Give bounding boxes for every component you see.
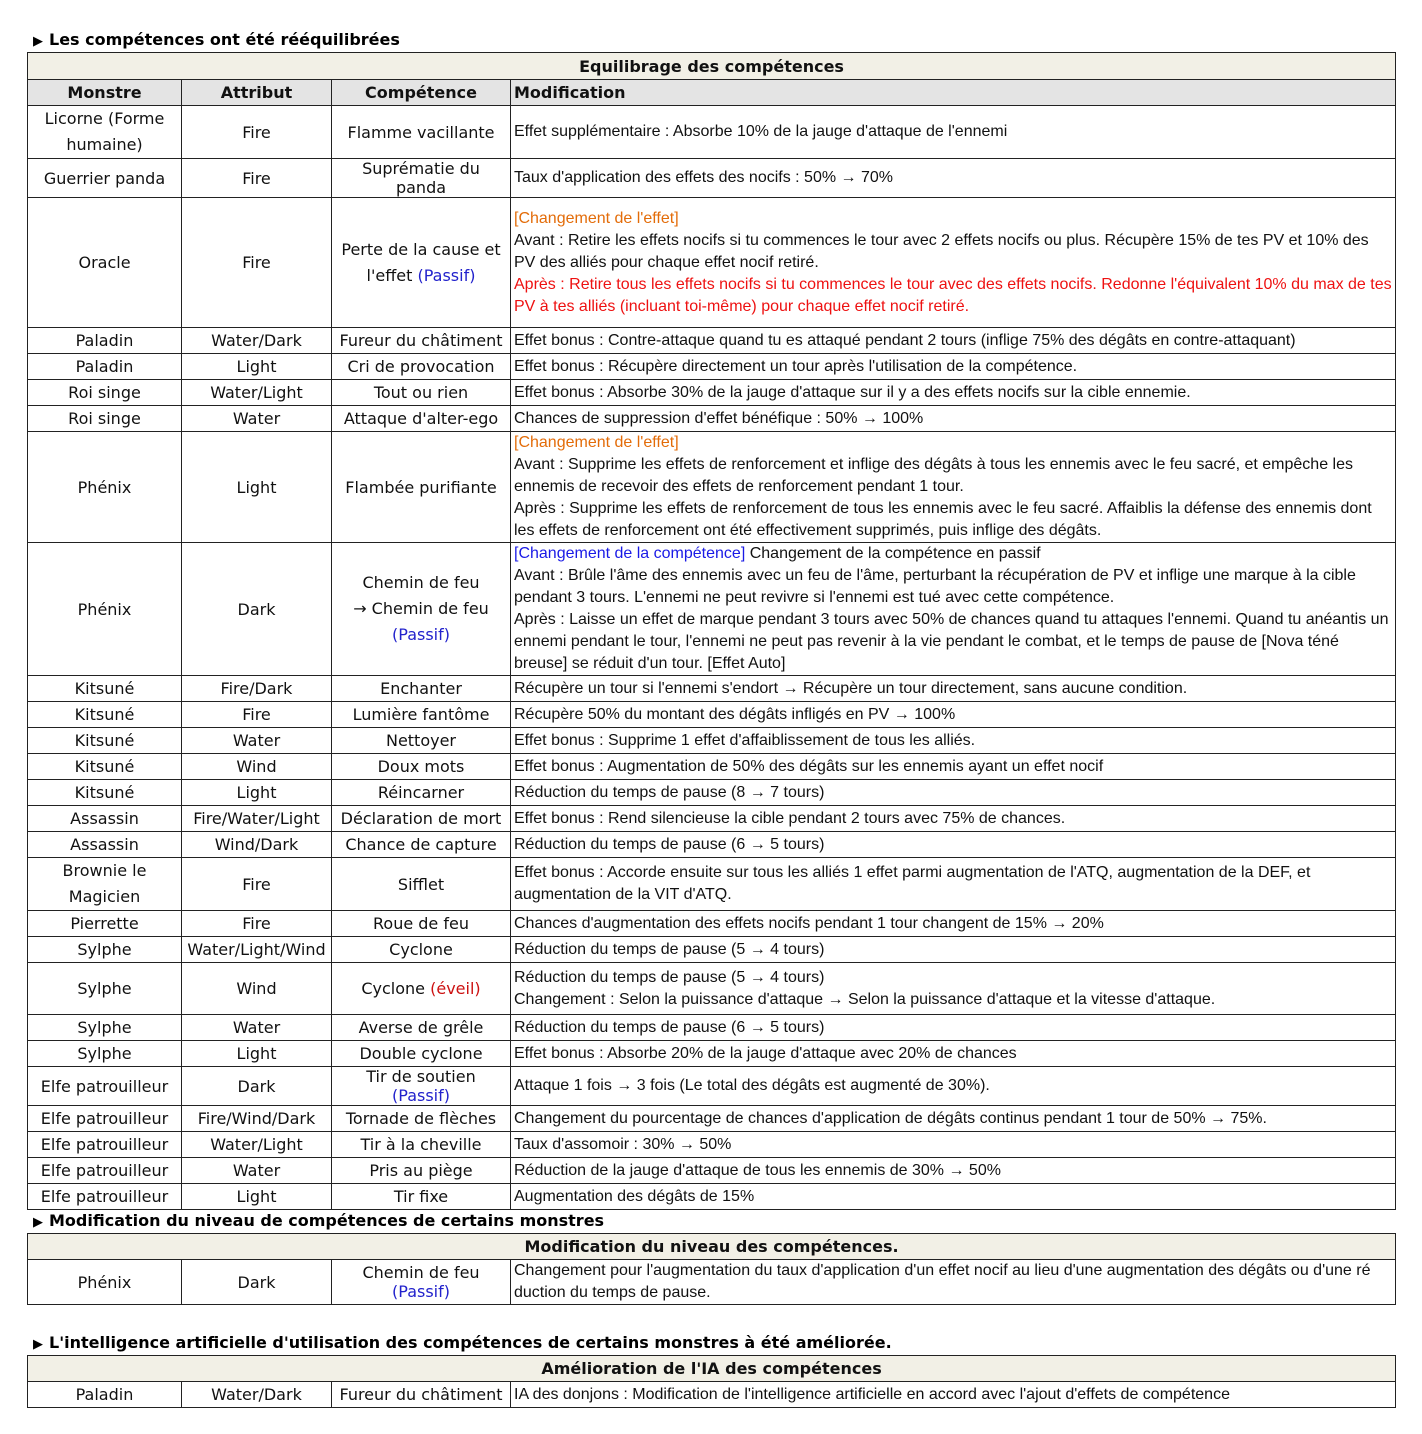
modification-cell: IA des donjons : Modification de l'intelligence artificielle en accord avec l'ajout d'effets de compétence	[511, 1382, 1396, 1408]
modification-cell	[511, 198, 1396, 328]
change-tag-rest: Changement de la compétence en passif	[745, 545, 1041, 562]
triangle-bullet-icon: ▶	[33, 1337, 43, 1352]
skill-name-new: → Chemin de feu	[353, 599, 489, 618]
mod-before: Avant : Retire les effets nocifs si tu commences le tour avec 2 effets nocifs ou plus. Récupère 15% de tes PV et 10% des PV des alliés pour chaque effet nocif retiré.	[514, 231, 1369, 271]
table-row	[28, 1015, 1396, 1041]
modification-cell: Effet bonus : Augmentation de 50% des dégâts sur les ennemis ayant un effet nocif	[511, 754, 1396, 780]
modification-cell: Effet bonus : Supprime 1 effet d'affaiblissement de tous les alliés.	[511, 728, 1396, 754]
col-header-modification: Modification	[511, 80, 1396, 106]
passive-tag: (Passif)	[417, 265, 476, 285]
modification-cell: Taux d'application des effets des nocifs : 50% → 70%	[511, 159, 1396, 198]
skill-cell: Réincarner	[332, 780, 511, 806]
monster-cell: Brownie le Magicien	[28, 858, 182, 911]
skill-cell	[332, 1260, 511, 1305]
monster-cell: Oracle	[28, 198, 182, 328]
table-row	[28, 1067, 1396, 1106]
attribute-cell: Fire	[182, 106, 332, 159]
skill-cell: Flambée purifiante	[332, 432, 511, 543]
attribute-cell: Water	[182, 728, 332, 754]
change-tag: [Changement de l'effet]	[514, 209, 679, 227]
table-row	[28, 963, 1396, 1015]
skill-cell	[332, 1067, 511, 1106]
triangle-bullet-icon: ▶	[33, 1215, 43, 1230]
table-title: Equilibrage des compétences	[28, 53, 1396, 80]
table-row	[28, 728, 1396, 754]
skill-name: Chemin de feu	[362, 1263, 480, 1282]
skill-cell: Tornade de flèches	[332, 1106, 511, 1132]
monster-cell: Sylphe	[28, 963, 182, 1015]
modification-cell: Effet supplémentaire : Absorbe 10% de la jauge d'attaque de l'ennemi	[511, 106, 1396, 159]
table-row	[28, 806, 1396, 832]
attribute-cell: Fire	[182, 858, 332, 911]
table-row	[28, 702, 1396, 728]
table-row	[28, 543, 1396, 676]
attribute-cell: Fire/Dark	[182, 676, 332, 702]
monster-cell: Assassin	[28, 832, 182, 858]
attribute-cell: Dark	[182, 1260, 332, 1305]
modification-cell: Récupère 50% du montant des dégâts infligés en PV → 100%	[511, 702, 1396, 728]
skill-name: Chemin de feu	[362, 573, 480, 592]
skill-cell: Tir à la cheville	[332, 1132, 511, 1158]
monster-cell: Roi singe	[28, 380, 182, 406]
skill-cell: Sifflet	[332, 858, 511, 911]
skill-cell	[332, 543, 511, 676]
change-tag: [Changement de l'effet]	[514, 434, 679, 451]
monster-cell: Guerrier panda	[28, 159, 182, 198]
attribute-cell: Wind	[182, 963, 332, 1015]
skill-cell: Doux mots	[332, 754, 511, 780]
rebalance-table	[27, 52, 1396, 1210]
table-row	[28, 1260, 1396, 1305]
skill-cell: Tout ou rien	[332, 380, 511, 406]
change-tag-line	[514, 543, 1392, 565]
ai-table-wrapper	[27, 1355, 1395, 1408]
attribute-cell: Dark	[182, 543, 332, 676]
awake-tag: (éveil)	[430, 979, 481, 998]
skill-cell: Attaque d'alter-ego	[332, 406, 511, 432]
attribute-cell: Water	[182, 406, 332, 432]
attribute-cell: Light	[182, 1184, 332, 1210]
modification-cell: Chances de suppression d'effet bénéfique : 50% → 100%	[511, 406, 1396, 432]
table-title: Modification du niveau des compétences.	[28, 1234, 1396, 1260]
rebalance-table-wrapper	[27, 52, 1395, 1210]
modification-cell: Effet bonus : Récupère directement un tour après l'utilisation de la compétence.	[511, 354, 1396, 380]
mod-line: Changement : Selon la puissance d'attaque → Selon la puissance d'attaque et la vitesse d'attaque.	[514, 990, 1216, 1008]
monster-cell: Kitsuné	[28, 754, 182, 780]
modification-cell	[511, 963, 1396, 1015]
table-row	[28, 1106, 1396, 1132]
table-row	[28, 432, 1396, 543]
attribute-cell: Water/Light/Wind	[182, 937, 332, 963]
skill-cell: Averse de grêle	[332, 1015, 511, 1041]
modification-cell: Réduction du temps de pause (5 → 4 tours)	[511, 937, 1396, 963]
modification-cell: Chances d'augmentation des effets nocifs pendant 1 tour changent de 15% → 20%	[511, 911, 1396, 937]
table-row	[28, 1184, 1396, 1210]
skill-cell: Double cyclone	[332, 1041, 511, 1067]
monster-cell: Roi singe	[28, 406, 182, 432]
attribute-cell: Water/Dark	[182, 328, 332, 354]
attribute-cell: Light	[182, 780, 332, 806]
modification-cell: Augmentation des dégâts de 15%	[511, 1184, 1396, 1210]
attribute-cell: Fire	[182, 911, 332, 937]
modification-cell	[511, 432, 1396, 543]
modification-cell: Changement pour l'augmentation du taux d'application d'un effet nocif au lieu d'une augmentation des dégâts ou d'une ré duction du temps de pause.	[511, 1260, 1396, 1305]
table-row	[28, 858, 1396, 911]
skill-cell: Chance de capture	[332, 832, 511, 858]
skill-name: Tir de soutien	[366, 1067, 476, 1086]
modification-cell: Effet bonus : Rend silencieuse la cible pendant 2 tours avec 75% de chances.	[511, 806, 1396, 832]
attribute-cell: Water/Light	[182, 380, 332, 406]
skill-cell: Roue de feu	[332, 911, 511, 937]
passive-tag: (Passif)	[392, 1282, 450, 1301]
monster-cell: Sylphe	[28, 937, 182, 963]
skill-name: Cyclone	[361, 979, 426, 998]
table-row	[28, 754, 1396, 780]
mod-before: Avant : Supprime les effets de renforcement et inflige des dégâts à tous les ennemis avec le feu sacré, et empêche les ennemis de recevoir des effets de renforcement pendant 1 tour.	[514, 456, 1353, 495]
table-title: Amélioration de l'IA des compétences	[28, 1356, 1396, 1382]
attribute-cell: Water/Light	[182, 1132, 332, 1158]
attribute-cell: Water/Dark	[182, 1382, 332, 1408]
col-header-attribute: Attribut	[182, 80, 332, 106]
skill-cell: Déclaration de mort	[332, 806, 511, 832]
section-heading-ai: ▶ L'intelligence artificielle d'utilisation des compétences de certains monstres à été améliorée.	[33, 1333, 892, 1352]
table-row	[28, 676, 1396, 702]
skill-cell: Lumière fantôme	[332, 702, 511, 728]
attribute-cell: Dark	[182, 1067, 332, 1106]
table-row	[28, 406, 1396, 432]
skill-level-table-wrapper	[27, 1233, 1395, 1305]
modification-cell: Réduction du temps de pause (8 → 7 tours)	[511, 780, 1396, 806]
mod-after: Après : Laisse un effet de marque pendant 3 tours avec 50% de chances quand tu attaques l'ennemi. Quand tu anéantis un ennemi pendant le tour, l'ennemi ne peut pas revenir à la vie pendant le combat, et le temps de pause de [Nova téné breuse] se réduit d'un tour. [Effet Auto]	[514, 611, 1389, 672]
modification-cell: Changement du pourcentage de chances d'application de dégâts continus pendant 1 tour de 50% → 75%.	[511, 1106, 1396, 1132]
modification-cell: Effet bonus : Absorbe 30% de la jauge d'attaque sur il y a des effets nocifs sur la cible ennemie.	[511, 380, 1396, 406]
table-row	[28, 328, 1396, 354]
monster-cell: Elfe patrouilleur	[28, 1106, 182, 1132]
attribute-cell: Fire	[182, 198, 332, 328]
table-row	[28, 937, 1396, 963]
skill-cell: Suprématie du panda	[332, 159, 511, 198]
monster-cell: Elfe patrouilleur	[28, 1132, 182, 1158]
modification-cell: Récupère un tour si l'ennemi s'endort → Récupère un tour directement, sans aucune condition.	[511, 676, 1396, 702]
monster-cell: Kitsuné	[28, 676, 182, 702]
skill-cell	[332, 198, 511, 328]
modification-cell: Effet bonus : Accorde ensuite sur tous les alliés 1 effet parmi augmentation de l'ATQ, augmentation de la DEF, et augmentation de la VIT d'ATQ.	[511, 858, 1396, 911]
mod-after: Après : Supprime les effets de renforcement de tous les ennemis avec le feu sacré. Affaiblis la défense des ennemis dont les effets de renforcement ont été effectivement supprimés, puis inflige des dégâts.	[514, 500, 1372, 539]
table-row	[28, 198, 1396, 328]
skill-cell: Nettoyer	[332, 728, 511, 754]
modification-cell	[511, 543, 1396, 676]
triangle-bullet-icon: ▶	[33, 34, 43, 49]
table-row	[28, 354, 1396, 380]
attribute-cell: Light	[182, 354, 332, 380]
monster-cell: Kitsuné	[28, 728, 182, 754]
monster-cell: Paladin	[28, 354, 182, 380]
skill-cell: Fureur du châtiment	[332, 1382, 511, 1408]
table-row	[28, 1041, 1396, 1067]
table-row	[28, 159, 1396, 198]
mod-after: Après : Retire tous les effets nocifs si tu commences le tour avec des effets nocifs. Redonne l'équivalent 10% du max de tes PV à tes alliés (incluant toi-même) pour chaque effet nocif retiré.	[514, 275, 1392, 315]
attribute-cell: Water	[182, 1158, 332, 1184]
monster-cell: Sylphe	[28, 1015, 182, 1041]
col-header-skill: Compétence	[332, 80, 511, 106]
skill-cell: Enchanter	[332, 676, 511, 702]
table-row	[28, 780, 1396, 806]
table-row	[28, 1132, 1396, 1158]
modification-cell: Attaque 1 fois → 3 fois (Le total des dégâts est augmenté de 30%).	[511, 1067, 1396, 1106]
monster-cell: Assassin	[28, 806, 182, 832]
col-header-monster: Monstre	[28, 80, 182, 106]
skill-cell: Fureur du châtiment	[332, 328, 511, 354]
mod-before: Avant : Brûle l'âme des ennemis avec un feu de l'âme, perturbant la récupération de PV et inflige une marque à la cible pendant 3 tours. L'ennemi ne peut revivre si l'ennemi est tué avec cette compétence.	[514, 567, 1356, 606]
table-row	[28, 911, 1396, 937]
attribute-cell: Light	[182, 432, 332, 543]
monster-cell: Paladin	[28, 328, 182, 354]
skill-cell: Cri de provocation	[332, 354, 511, 380]
modification-cell: Effet bonus : Contre-attaque quand tu es attaqué pendant 2 tours (inflige 75% des dégâts en contre-attaquant)	[511, 328, 1396, 354]
monster-cell: Sylphe	[28, 1041, 182, 1067]
monster-cell: Elfe patrouilleur	[28, 1184, 182, 1210]
attribute-cell: Fire	[182, 159, 332, 198]
attribute-cell: Wind/Dark	[182, 832, 332, 858]
monster-cell: Phénix	[28, 543, 182, 676]
monster-cell: Elfe patrouilleur	[28, 1158, 182, 1184]
monster-cell: Elfe patrouilleur	[28, 1067, 182, 1106]
passive-tag: (Passif)	[392, 1086, 450, 1105]
section-heading-rebalance: ▶ Les compétences ont été rééquilibrées	[33, 30, 400, 49]
section-heading-skill-level: ▶ Modification du niveau de compétences de certains monstres	[33, 1211, 605, 1230]
modification-cell: Effet bonus : Absorbe 20% de la jauge d'attaque avec 20% de chances	[511, 1041, 1396, 1067]
skill-cell: Pris au piège	[332, 1158, 511, 1184]
skill-name: Perte de la cause et l'effet	[341, 239, 501, 285]
change-tag: [Changement de la compétence]	[514, 545, 746, 562]
mod-line: Réduction du temps de pause (5 → 4 tours)	[514, 968, 825, 986]
modification-cell: Réduction du temps de pause (6 → 5 tours)	[511, 832, 1396, 858]
monster-cell: Licorne (Forme humaine)	[28, 106, 182, 159]
attribute-cell: Fire/Water/Light	[182, 806, 332, 832]
monster-cell: Phénix	[28, 432, 182, 543]
skill-cell: Flamme vacillante	[332, 106, 511, 159]
table-row	[28, 832, 1396, 858]
skill-cell: Cyclone	[332, 937, 511, 963]
skill-level-table	[27, 1233, 1396, 1305]
monster-cell: Pierrette	[28, 911, 182, 937]
monster-cell: Kitsuné	[28, 702, 182, 728]
ai-table	[27, 1355, 1396, 1408]
table-row	[28, 380, 1396, 406]
attribute-cell: Fire/Wind/Dark	[182, 1106, 332, 1132]
monster-cell: Phénix	[28, 1260, 182, 1305]
skill-cell: Tir fixe	[332, 1184, 511, 1210]
attribute-cell: Fire	[182, 702, 332, 728]
attribute-cell: Water	[182, 1015, 332, 1041]
monster-cell: Paladin	[28, 1382, 182, 1408]
modification-cell: Réduction de la jauge d'attaque de tous les ennemis de 30% → 50%	[511, 1158, 1396, 1184]
table-row	[28, 106, 1396, 159]
passive-tag: (Passif)	[392, 625, 450, 644]
attribute-cell: Wind	[182, 754, 332, 780]
modification-cell: Taux d'assomoir : 30% → 50%	[511, 1132, 1396, 1158]
table-row	[28, 1158, 1396, 1184]
table-row	[28, 1382, 1396, 1408]
attribute-cell: Light	[182, 1041, 332, 1067]
skill-cell	[332, 963, 511, 1015]
modification-cell: Réduction du temps de pause (6 → 5 tours)	[511, 1015, 1396, 1041]
monster-cell: Kitsuné	[28, 780, 182, 806]
